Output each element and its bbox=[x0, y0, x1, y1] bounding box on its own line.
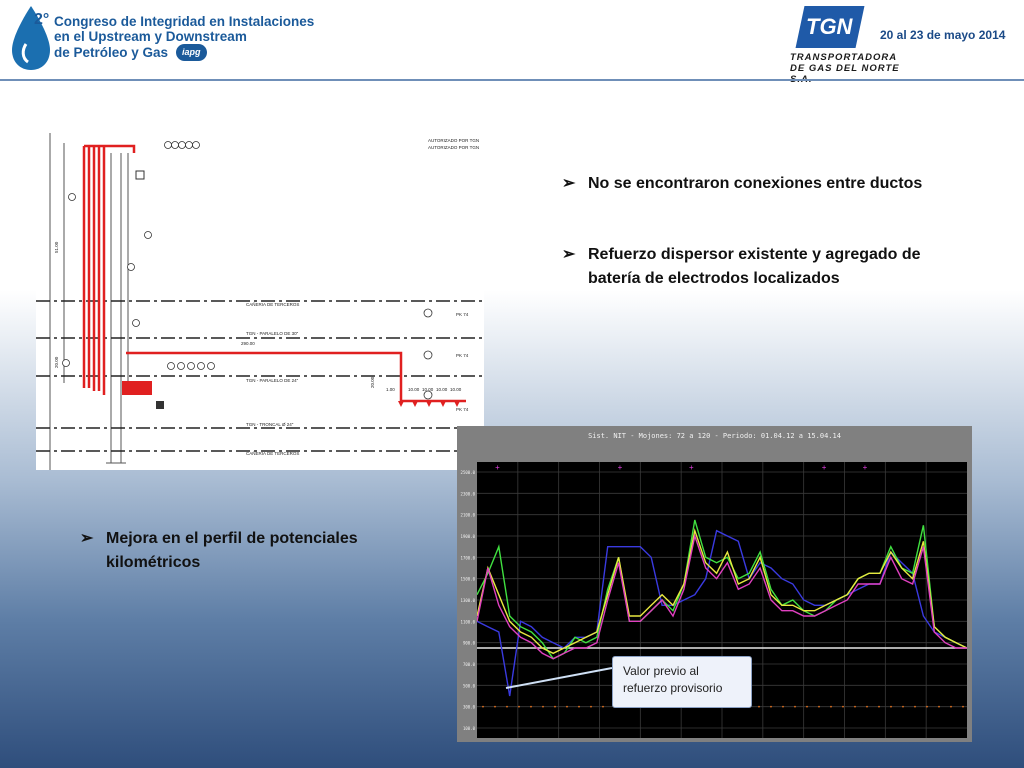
svg-text:TGN - PARALELO DE 30": TGN - PARALELO DE 30" bbox=[246, 331, 299, 336]
baseline-dot bbox=[590, 706, 592, 708]
baseline-dot bbox=[782, 706, 784, 708]
baseline-dot bbox=[926, 706, 928, 708]
svg-text:AUTORIZADO POR TGN: AUTORIZADO POR TGN bbox=[428, 145, 480, 150]
bullet-potential-profile: ➢ Mejora en el perfil de potenciales kilométricos bbox=[80, 527, 410, 575]
callout-line-2: refuerzo provisorio bbox=[623, 681, 723, 695]
previous-value-callout bbox=[612, 656, 752, 708]
congress-line-2: en el Upstream y Downstream bbox=[54, 29, 247, 44]
baseline-dot bbox=[506, 706, 508, 708]
svg-text:10.00: 10.00 bbox=[422, 387, 434, 392]
chart-y-axis bbox=[457, 462, 477, 738]
congress-line-3: de Petróleo y Gas bbox=[54, 45, 169, 60]
y-tick-label: 700.0 bbox=[462, 662, 475, 667]
svg-text:CAÑERIA DE TERCEROS: CAÑERIA DE TERCEROS bbox=[246, 451, 300, 456]
svg-text:1.00: 1.00 bbox=[386, 387, 395, 392]
baseline-dot bbox=[554, 706, 556, 708]
baseline-dot bbox=[794, 706, 796, 708]
baseline-dot bbox=[902, 706, 904, 708]
congress-line-1: Congreso de Integridad en Instalaciones bbox=[54, 14, 315, 29]
chart-title: Sist. NIT - Mojones: 72 a 120 - Periodo: 01.04.12 a 15.04.14 bbox=[588, 432, 841, 440]
svg-text:20.00: 20.00 bbox=[54, 356, 59, 368]
arrow-bullet-icon: ➢ bbox=[80, 530, 94, 547]
baseline-dot bbox=[542, 706, 544, 708]
baseline-dot bbox=[962, 706, 964, 708]
baseline-dot bbox=[818, 706, 820, 708]
svg-text:TGN - TRONCAL Ø 24": TGN - TRONCAL Ø 24" bbox=[246, 422, 294, 427]
anode-bed-block bbox=[122, 381, 152, 395]
y-tick-label: 1700.0 bbox=[460, 555, 475, 561]
baseline-dot bbox=[518, 706, 520, 708]
arrow-bullet-icon: ➢ bbox=[562, 246, 576, 263]
bullet-no-connections: ➢ No se encontraron conexiones entre ductos bbox=[562, 172, 922, 196]
y-tick-label: 100.0 bbox=[462, 726, 475, 731]
baseline-dot bbox=[878, 706, 880, 708]
y-tick-label: 1300.0 bbox=[460, 598, 475, 603]
baseline-dot bbox=[494, 706, 496, 708]
svg-text:CAÑERIA DE TERCEROS: CAÑERIA DE TERCEROS bbox=[246, 302, 300, 307]
y-tick-label: 500.0 bbox=[462, 683, 475, 689]
baseline-dot bbox=[938, 706, 940, 708]
event-date: 20 al 23 de mayo 2014 bbox=[880, 28, 1006, 42]
header-divider bbox=[0, 79, 1024, 81]
svg-text:290.00: 290.00 bbox=[241, 341, 255, 346]
y-tick-label: 1900.0 bbox=[460, 534, 475, 539]
svg-text:51.00: 51.00 bbox=[54, 241, 59, 253]
baseline-dot bbox=[578, 706, 580, 708]
y-tick-label: 2100.0 bbox=[460, 512, 475, 518]
baseline-dot bbox=[854, 706, 856, 708]
bullet-anode-reinforcement: ➢ Refuerzo dispersor existente y agregado de batería de electrodos localizados bbox=[562, 243, 962, 291]
svg-text:PK 74: PK 74 bbox=[456, 353, 469, 358]
baseline-dot bbox=[890, 706, 892, 708]
y-tick-label: 1500.0 bbox=[460, 576, 475, 582]
svg-text:20.00: 20.00 bbox=[370, 376, 375, 388]
y-tick-label: 900.0 bbox=[462, 640, 475, 646]
top-marker: + bbox=[495, 463, 500, 472]
congress-number: 2° bbox=[34, 11, 50, 28]
callout-line-1: Valor previo al bbox=[623, 664, 699, 678]
baseline-dot bbox=[830, 706, 832, 708]
y-tick-label: 1100.0 bbox=[460, 619, 475, 625]
congress-title bbox=[54, 14, 314, 61]
y-tick-label: 300.0 bbox=[462, 704, 475, 710]
water-drop-logo-icon bbox=[8, 4, 54, 72]
tgn-company-name: TRANSPORTADORA DE GAS DEL NORTE bbox=[790, 52, 900, 74]
baseline-dot bbox=[770, 706, 772, 708]
top-marker: + bbox=[617, 463, 623, 472]
baseline-dot bbox=[566, 706, 568, 708]
baseline-dot bbox=[950, 706, 952, 708]
y-tick-label: 2500.0 bbox=[460, 470, 475, 475]
svg-text:PK 74: PK 74 bbox=[456, 407, 469, 412]
pipeline-schematic-drawing bbox=[36, 133, 484, 470]
svg-text:TGN - PARALELO DE 24": TGN - PARALELO DE 24" bbox=[246, 378, 299, 383]
y-tick-label: 2300.0 bbox=[460, 491, 475, 497]
svg-text:10.00: 10.00 bbox=[450, 387, 462, 392]
baseline-dot bbox=[758, 706, 760, 708]
svg-text:10.00: 10.00 bbox=[408, 387, 420, 392]
baseline-dot bbox=[602, 706, 604, 708]
slide-header bbox=[0, 0, 1024, 80]
baseline-dot bbox=[866, 706, 868, 708]
tgn-mark-icon: TGN bbox=[796, 6, 865, 48]
top-marker: + bbox=[862, 463, 868, 472]
baseline-dot bbox=[530, 706, 532, 708]
arrow-bullet-icon: ➢ bbox=[562, 175, 576, 192]
baseline-dot bbox=[482, 706, 484, 708]
svg-text:AUTORIZADO POR TGN: AUTORIZADO POR TGN bbox=[428, 138, 480, 143]
svg-text:10.00: 10.00 bbox=[436, 387, 448, 392]
iapg-badge: iapg bbox=[176, 44, 207, 61]
svg-text:PK 74: PK 74 bbox=[456, 312, 469, 317]
top-marker: + bbox=[689, 463, 694, 472]
top-marker: + bbox=[821, 463, 827, 472]
baseline-dot bbox=[914, 706, 916, 708]
baseline-dot bbox=[842, 706, 844, 708]
baseline-dot bbox=[806, 706, 808, 708]
